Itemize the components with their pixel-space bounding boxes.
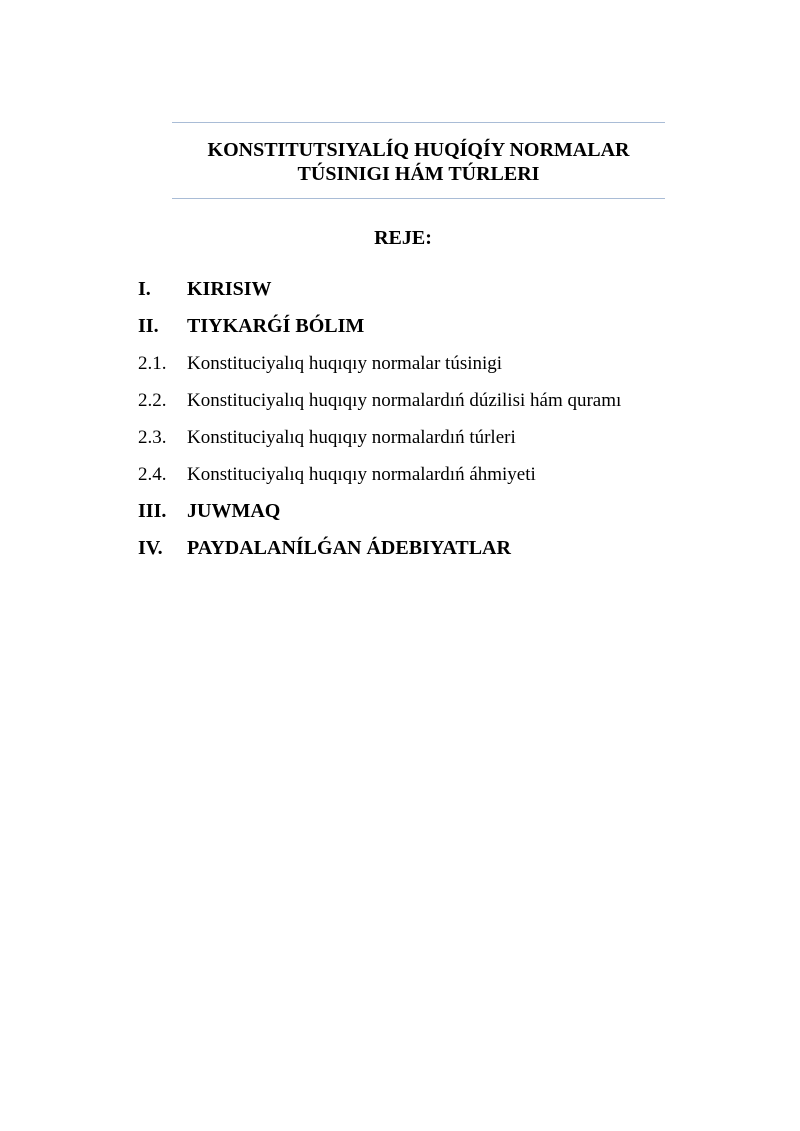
- outline-number: 2.1.: [138, 352, 167, 374]
- outline-item: [138, 308, 758, 345]
- plan-heading: REJE:: [374, 227, 432, 249]
- outline-number: III.: [138, 500, 167, 522]
- outline-text: TIYKARǴÍ BÓLIM: [187, 315, 365, 337]
- outline-number: I.: [138, 278, 151, 300]
- outline-item: [138, 530, 758, 567]
- outline-text: PAYDALANÍLǴAN ÁDEBIYATLAR: [187, 537, 511, 559]
- outline-text: Konstituciyalıq huqıqıy normalardıń túrleri: [187, 426, 516, 448]
- outline-list: [138, 271, 758, 567]
- outline-number: 2.3.: [138, 426, 167, 448]
- outline-text: Konstituciyalıq huqıqıy normalar túsinigi: [187, 352, 503, 374]
- outline-text: Konstituciyalıq huqıqıy normalardıń dúzilisi hám quramı: [187, 389, 622, 411]
- outline-item: [138, 419, 758, 456]
- outline-text: JUWMAQ: [187, 500, 281, 522]
- outline-number: 2.4.: [138, 463, 167, 485]
- outline-item: [138, 493, 758, 530]
- outline-item: [138, 271, 758, 308]
- outline-item: [138, 382, 758, 419]
- outline-item: [138, 345, 758, 382]
- outline-number: II.: [138, 315, 159, 337]
- title-line-2: TÚSINIGI HÁM TÚRLERI: [297, 163, 540, 185]
- outline-item: [138, 456, 758, 493]
- outline-number: IV.: [138, 537, 163, 559]
- title-line-1: KONSTITUTSIYALÍQ HUQÍQÍY NORMALAR: [207, 139, 630, 161]
- document-title: [172, 122, 665, 199]
- outline-number: 2.2.: [138, 389, 167, 411]
- outline-text: Konstituciyalıq huqıqıy normalardıń áhmiyeti: [187, 463, 536, 485]
- outline-text: KIRISIW: [187, 278, 272, 300]
